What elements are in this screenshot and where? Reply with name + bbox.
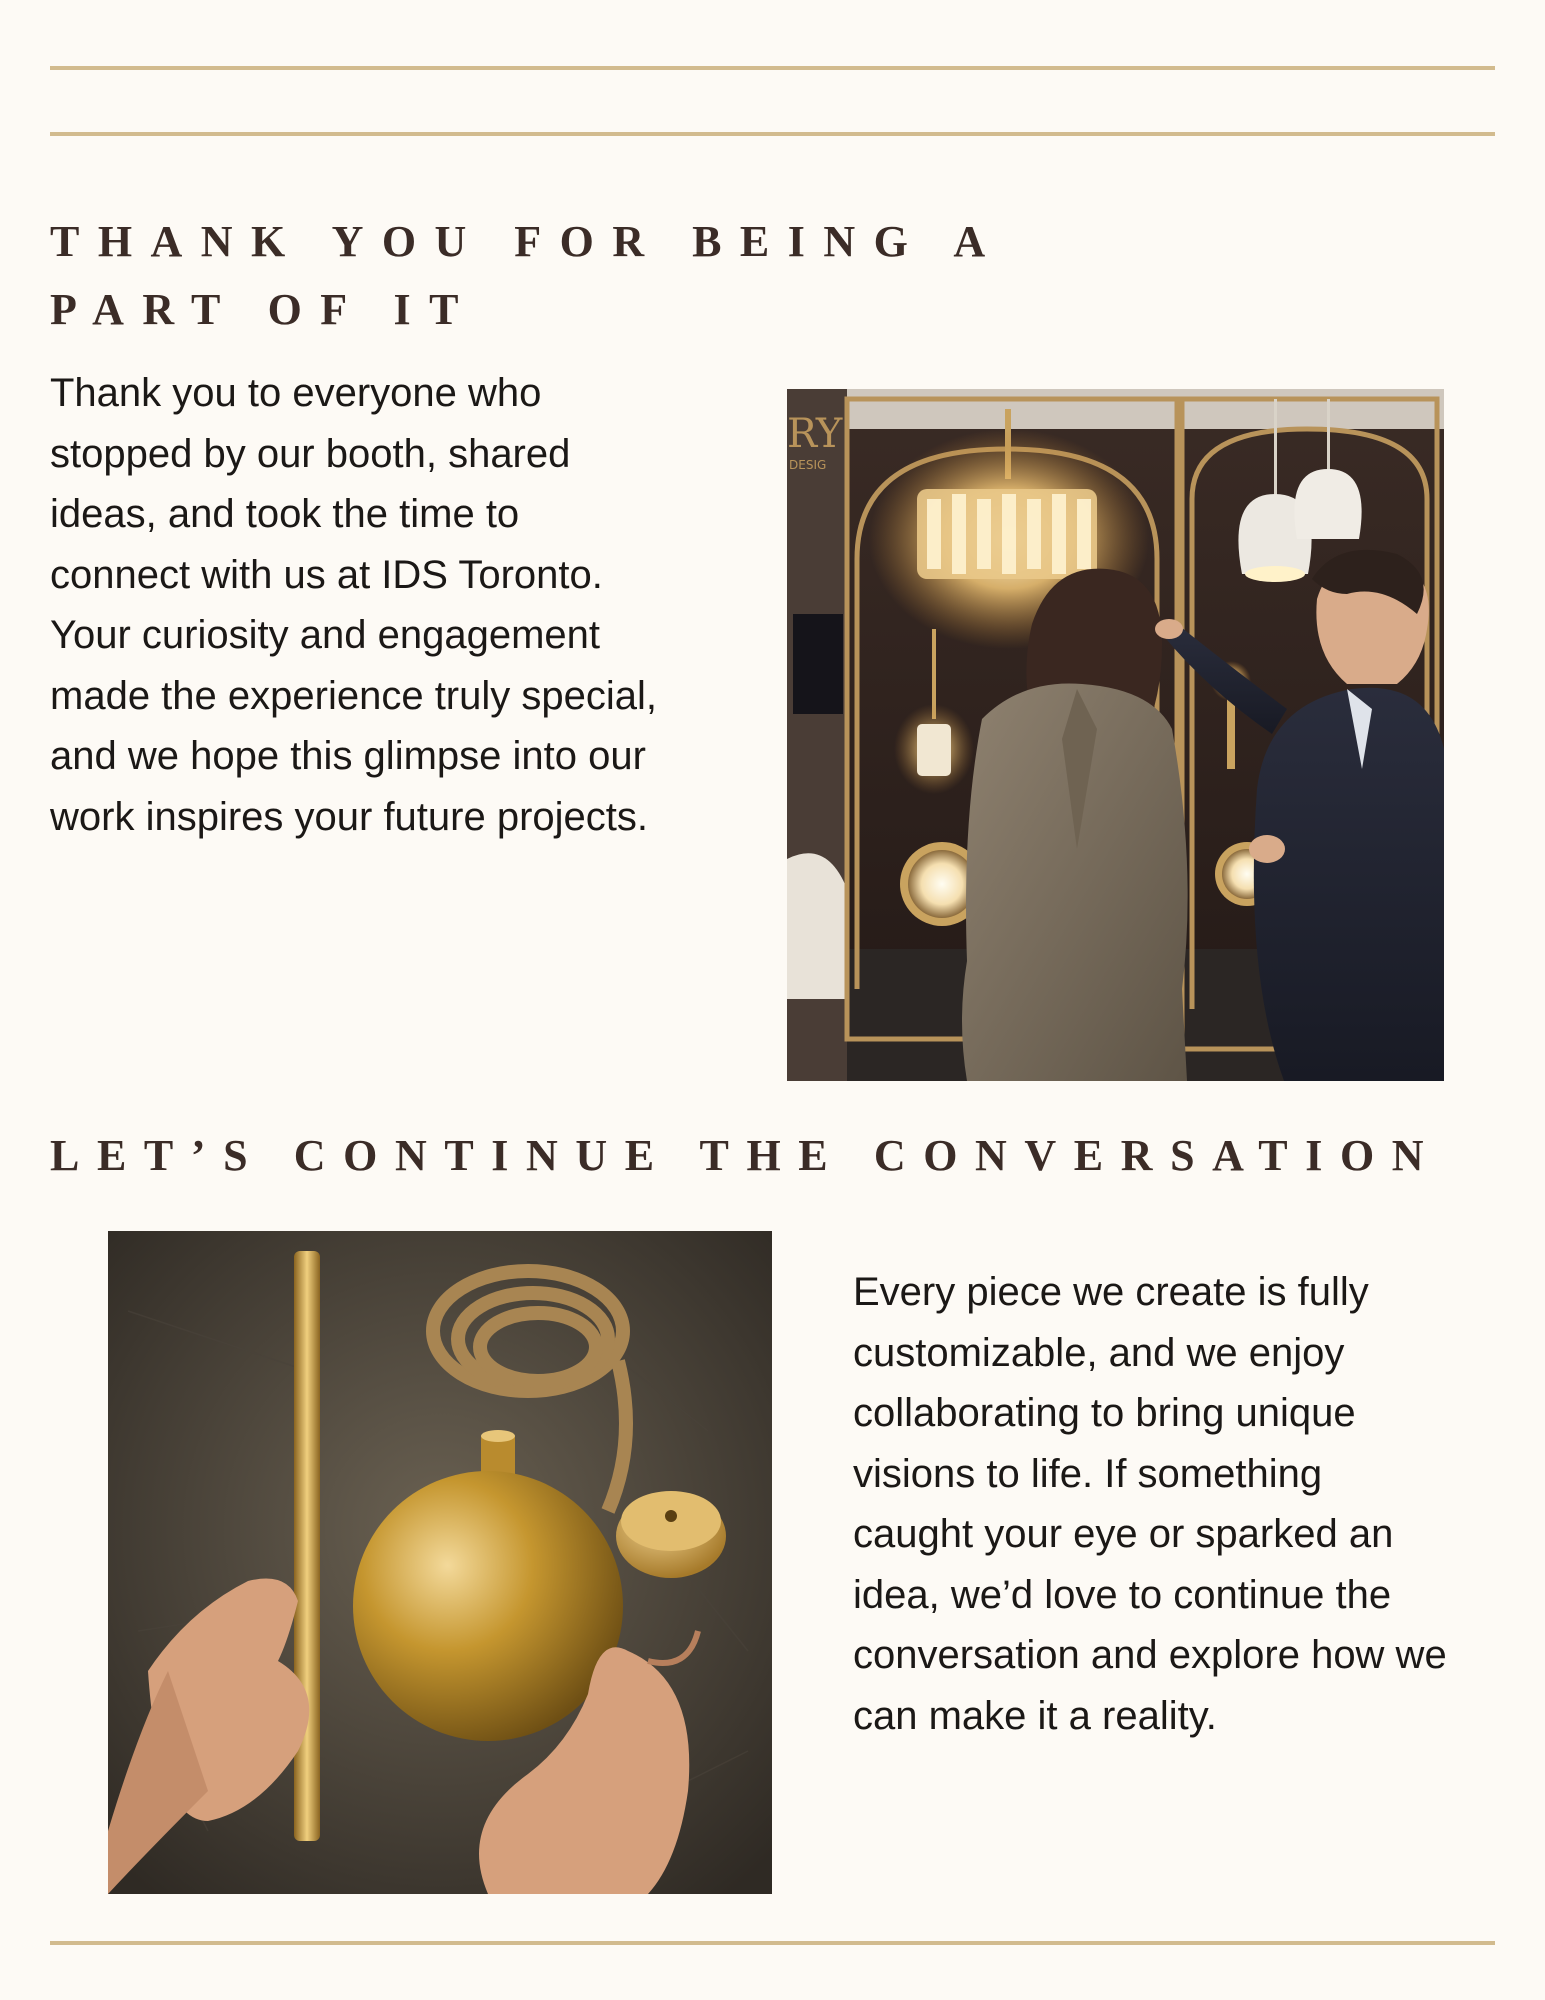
section-heading-continue: LET’S CONTINUE THE CONVERSATION	[50, 1131, 1442, 1180]
booth-visitors-photo	[787, 389, 1444, 1081]
section-heading-thank-you	[50, 208, 1004, 344]
bottom-divider-line	[50, 1941, 1495, 1945]
continue-paragraph: Every piece we create is fully customizable, and we enjoy collaborating to bring unique visions to life. If something caught your eye or sparked an idea, we’d love to continue the conversation and explore how we can make it a reality.	[853, 1270, 1447, 1738]
second-divider-line	[50, 132, 1495, 136]
booth-sign-letters: RY	[787, 411, 843, 457]
thank-you-paragraph: Thank you to everyone who stopped by our booth, shared ideas, and took the time to connect with us at IDS Toronto. Your curiosity and engagement made the experience truly special, and we hope this glimpse into our work inspires your future projects.	[50, 371, 657, 839]
booth-sign-subtext: DESIG	[789, 458, 827, 472]
heading-line-1: THANK YOU FOR BEING A	[50, 217, 1004, 266]
top-divider-line	[50, 66, 1495, 70]
heading-line-2: PART OF IT	[50, 285, 477, 334]
brass-components-photo	[108, 1231, 772, 1894]
